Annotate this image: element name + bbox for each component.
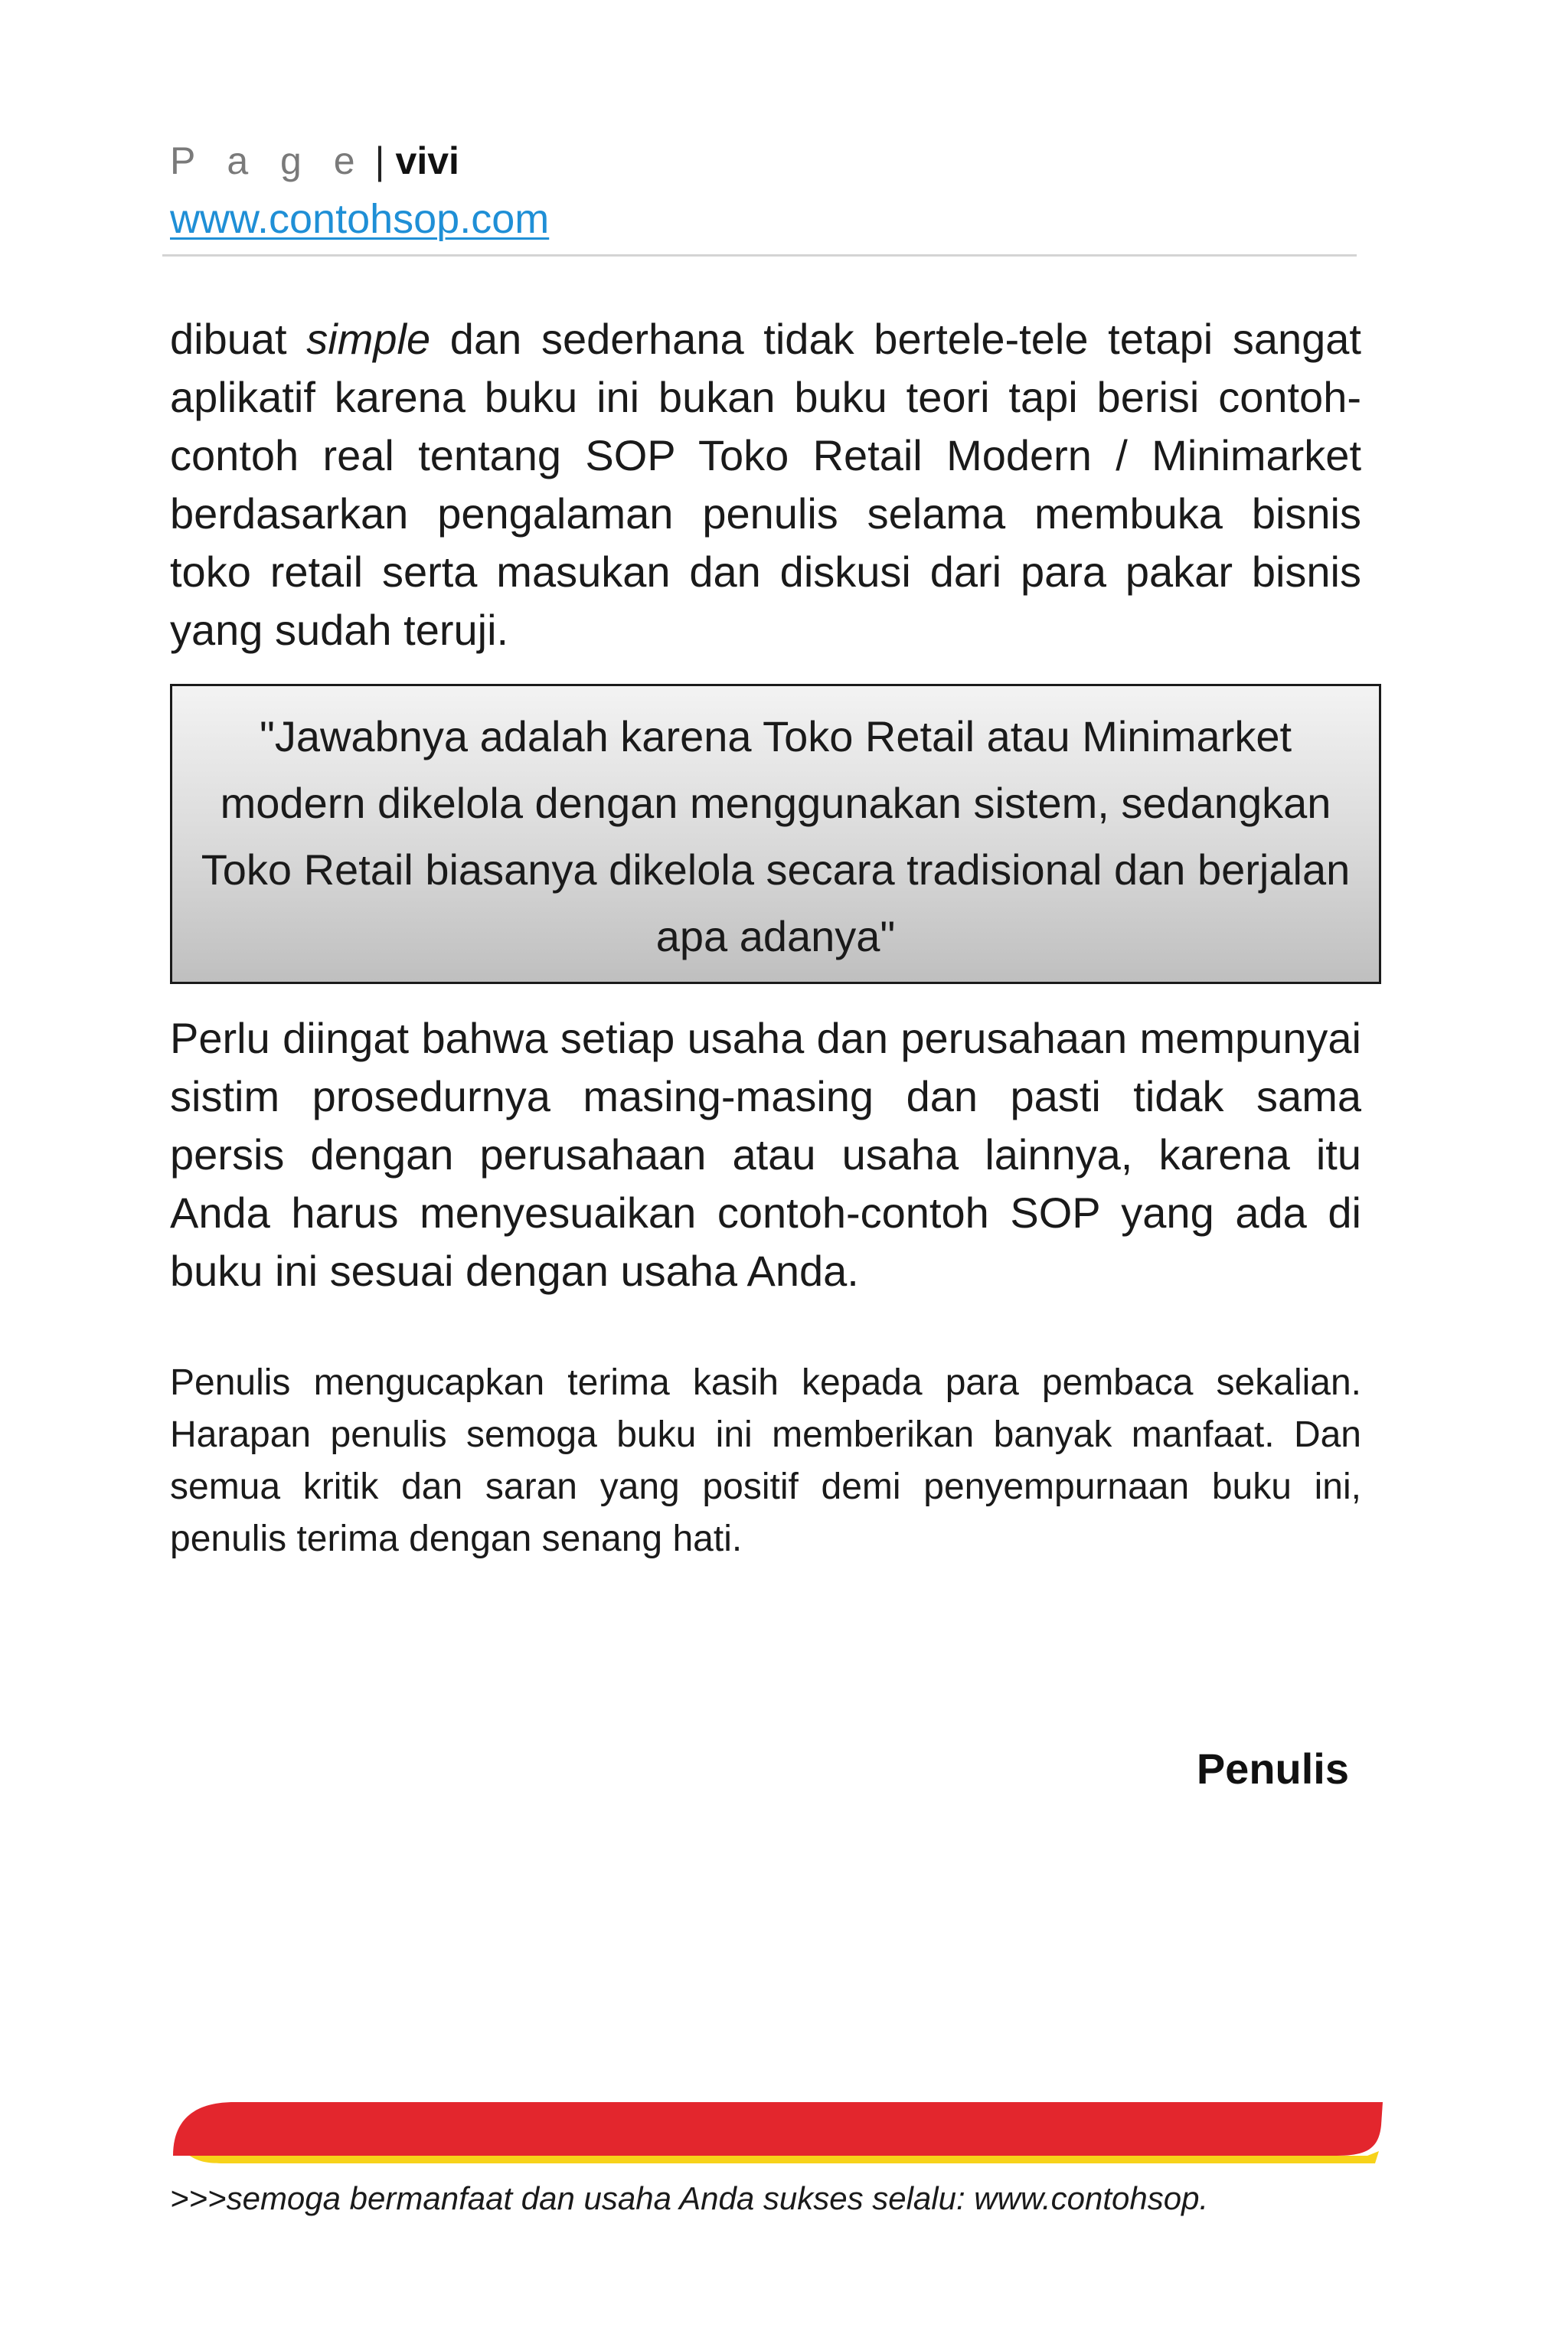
header-separator: | [374, 139, 385, 182]
thanks-paragraph: Penulis mengucapkan terima kasih kepada para pembaca sekalian. Harapan penulis semoga buku ini memberikan banyak manfaat. Dan semua kritik dan saran yang positif demi penyempurnaan buku ini, penulis terima dengan senang hati. [170, 1362, 1361, 1559]
reminder-paragraph: Perlu diingat bahwa setiap usaha dan perusahaan mempunyai sistim prosedurnya masing-masing dan pasti tidak sama persis dengan perusahaan atau usaha lainnya, karena itu Anda harus menyesuaikan contoh-contoh SOP yang ada di buku ini sesuai dengan usaha Anda. [170, 1014, 1361, 1295]
intro-text-rest: dan sederhana tidak bertele-tele tetapi sangat aplikatif karena buku ini bukan buku teori tapi berisi contoh-contoh real tentang SOP Toko Retail Modern / Minimarket berdasarkan pengalaman penulis selama membuka bisnis toko retail serta masukan dan diskusi dari para pakar bisnis yang sudah teruji. [170, 315, 1361, 654]
website-link[interactable]: www.contohsop.com [170, 196, 550, 242]
quote-text: "Jawabnya adalah karena Toko Retail atau Minimarket modern dikelola dengan menggunakan sistem, sedangkan Toko Retail biasanya dikelola secara tradisional dan berjalan apa adanya" [201, 712, 1351, 960]
intro-emphasis: simple [306, 315, 431, 363]
footer-text: >>>semoga bermanfaat dan usaha Anda sukses selalu: www.contohsop. [170, 2180, 1209, 2216]
page-label: P a g e [170, 139, 366, 182]
header-author: vivi [395, 139, 459, 182]
quote-box [170, 684, 1381, 984]
footer-stripe-red [173, 2102, 1383, 2156]
footer-stripe [173, 2102, 1383, 2171]
signature: Penulis [1196, 1744, 1349, 1793]
intro-paragraph [170, 310, 1361, 659]
intro-text-start: dibuat [170, 315, 307, 363]
header-divider [162, 254, 1357, 257]
page-header [170, 138, 459, 184]
